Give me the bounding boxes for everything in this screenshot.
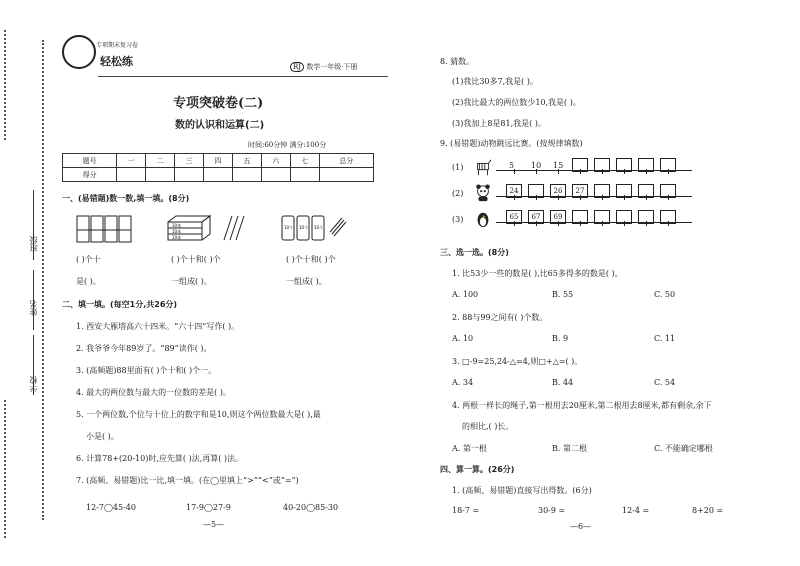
- binding-hatch: [4, 30, 6, 140]
- time-info: 时间:60分钟 满分:100分: [248, 141, 327, 149]
- option-a[interactable]: A. 第一根: [452, 444, 487, 453]
- blank-3a[interactable]: ( )个十和( )个: [286, 255, 336, 264]
- answer-box[interactable]: [594, 184, 610, 198]
- class-label: 班级: [29, 236, 38, 252]
- option-c[interactable]: C. 11: [654, 334, 676, 343]
- question[interactable]: 3. (高频题)88里面有( )个十和( )个一。: [76, 366, 217, 375]
- question[interactable]: 3. □-9=25,24-△=4,则□+△=( )。: [452, 357, 583, 366]
- question[interactable]: 4. 两根一样长的绳子,第一根用去20厘米,第二根用去8厘米,都有剩余,余下: [452, 401, 712, 410]
- blank-2a[interactable]: ( )个十和( )个: [171, 255, 221, 264]
- binding-margin: [0, 0, 50, 566]
- answer-box[interactable]: [572, 210, 588, 224]
- question[interactable]: 2. 我爷爷今年89岁了。“89”读作( )。: [76, 344, 212, 353]
- question[interactable]: 5. 一个两位数,个位与十位上的数字和是10,则这个两位数最大是( ),最: [76, 410, 321, 419]
- question-cont[interactable]: 小是( )。: [86, 432, 119, 441]
- question-cont[interactable]: 的相比,( )长。: [462, 422, 514, 431]
- calc[interactable]: 12-4 =: [622, 506, 650, 515]
- cards-icon: [280, 212, 350, 244]
- score-table: 题号 一 二 三 四 五 六 七 总分 得分: [62, 153, 374, 182]
- logo-text: 轻松练: [100, 55, 133, 68]
- left-page: [58, 0, 393, 566]
- answer-box[interactable]: [528, 184, 544, 198]
- zebra-icon: [474, 158, 492, 176]
- answer-box[interactable]: [660, 184, 676, 198]
- svg-text:10本: 10本: [172, 235, 182, 240]
- option-c[interactable]: C. 50: [654, 290, 676, 299]
- svg-text:10本: 10本: [172, 229, 182, 234]
- answer-box[interactable]: [616, 184, 632, 198]
- question[interactable]: 1. 比53少一些的数是( ),比65多得多的数是( )。: [452, 269, 623, 278]
- school-label: 学校: [29, 376, 38, 392]
- page-title: 专项突破卷(二): [173, 96, 264, 111]
- svg-text:10个: 10个: [299, 225, 309, 230]
- option-a[interactable]: A. 100: [452, 290, 479, 299]
- question[interactable]: 1. 西安大雁塔高六十四米。“六十四”写作( )。: [76, 322, 240, 331]
- number-line-value-box: 69: [550, 210, 566, 224]
- number-line-value-box: 27: [572, 184, 588, 198]
- answer-box[interactable]: [638, 158, 654, 172]
- number-line-tick: [514, 169, 515, 174]
- blank-1b[interactable]: 是( )。: [76, 277, 101, 286]
- right-page: 8. 猜数。 (1)我比30多7,我是( )。 (2)我比最大的两位数少10,我是( )。 (3)我加上8是81,我是( )。 9. (易错题)动物跳远比赛。(按规律填数) (1) (2) (3) 三、选一选。(8分) 1. 比53少一些的数是( ),比65多得多的数是( )。 A. 100 B. 55 C. 50 2. 88与99之间有( )个数。 A. 10 B. 9 C. 11 3. □-9=25,24-△=4,则□+△=( )。 A. 34 B. 44 C. 54 4. 两根一样长的绳子,第一根用去20厘米,第二根用去8厘米,都有剩余,余下 的相比,( )长。 A. 第一根 B. 第二根 C. 不能确定哪根 四、算一算。(26分) 1. (高频、易错题)直接写出得数。(6分) 18-7 = 30-9 = 12-4 = 8+20 = —6— 5 10 15 24 26 27 65 67 69: [440, 57, 724, 531]
- option-b[interactable]: B. 9: [552, 334, 569, 343]
- question[interactable]: 6. 计算78+(20-10)时,应先算( )法,再算( )法。: [76, 454, 244, 463]
- page-number-right: —6—: [570, 522, 592, 531]
- page-number-left: —5—: [203, 520, 225, 529]
- svg-text:10本: 10本: [172, 223, 182, 228]
- page-subtitle: 数的认识和运算(二): [175, 120, 265, 131]
- number-line-value: 10: [531, 161, 542, 170]
- option-a[interactable]: A. 10: [452, 334, 474, 343]
- badge: RJ: [290, 62, 304, 72]
- calc[interactable]: 18-7 =: [452, 506, 480, 515]
- blank-3b[interactable]: 一组成( )。: [286, 277, 327, 286]
- answer-box[interactable]: [660, 210, 676, 224]
- binding-hatch: [4, 400, 6, 540]
- number-line-value-box: 24: [506, 184, 522, 198]
- q8-title: 8. 猜数。: [440, 57, 475, 66]
- number-line-value-box: 26: [550, 184, 566, 198]
- svg-text:10个: 10个: [284, 225, 294, 230]
- number-line-value: 5: [509, 161, 515, 170]
- svg-text:10个: 10个: [314, 225, 324, 230]
- option-b[interactable]: B. 55: [552, 290, 574, 299]
- blank-1a[interactable]: ( )个十: [76, 255, 101, 264]
- option-b[interactable]: B. 第二根: [552, 444, 587, 453]
- number-line-value-box: 67: [528, 210, 544, 224]
- stick-bundles-icon: [76, 212, 136, 244]
- compare-3[interactable]: 40-20◯85-30: [283, 503, 339, 512]
- section-2-title: 二、填一填。(每空1分,共26分): [62, 300, 178, 309]
- question[interactable]: 4. 最大的两位数与最大的一位数的差是( )。: [76, 388, 231, 397]
- logo-icon: [62, 35, 96, 69]
- q9-title: 9. (易错题)动物跳远比赛。(按规律填数): [440, 139, 583, 148]
- answer-box[interactable]: [594, 210, 610, 224]
- panda-icon: [474, 184, 492, 202]
- option-b[interactable]: B. 44: [552, 378, 574, 387]
- answer-box[interactable]: [616, 158, 632, 172]
- q8-item[interactable]: (2)我比最大的两位数少10,我是( )。: [452, 98, 581, 107]
- compare-2[interactable]: 17-9◯27-9: [186, 503, 231, 512]
- logo-subtitle: 专项期末复习卷: [96, 42, 139, 49]
- section-3-title: 三、选一选。(8分): [440, 248, 509, 257]
- section-4-sub: 1. (高频、易错题)直接写出得数。(6分): [452, 486, 592, 495]
- answer-box[interactable]: [572, 158, 588, 172]
- q8-item[interactable]: (3)我加上8是81,我是( )。: [452, 119, 546, 128]
- section-1-title: 一、(易错题)数一数,填一填。(8分): [62, 194, 190, 203]
- answer-box[interactable]: [638, 184, 654, 198]
- answer-box[interactable]: [616, 210, 632, 224]
- blank-2b[interactable]: 一组成( )。: [171, 277, 212, 286]
- answer-box[interactable]: [594, 158, 610, 172]
- option-c[interactable]: C. 54: [654, 378, 676, 387]
- compare-1[interactable]: 12-7◯45-40: [86, 503, 136, 512]
- question[interactable]: 2. 88与99之间有( )个数。: [452, 313, 548, 322]
- calc[interactable]: 8+20 =: [692, 506, 724, 515]
- section-4-title: 四、算一算。(26分): [440, 465, 515, 474]
- subject-label: 数学一年级·下册: [306, 63, 358, 71]
- option-a[interactable]: A. 34: [452, 378, 474, 387]
- number-line-value-box: 65: [506, 210, 522, 224]
- tear-line: [42, 40, 44, 520]
- book-stack-icon: [166, 214, 216, 244]
- penguin-icon: [474, 210, 492, 228]
- number-line-value: 15: [553, 161, 564, 170]
- question: 7. (高频、易错题)比一比,填一填。(在◯里填上“>”“<”或“=”): [76, 476, 299, 485]
- answer-box[interactable]: [638, 210, 654, 224]
- calc[interactable]: 30-9 =: [538, 506, 566, 515]
- name-label: 姓名: [29, 300, 38, 316]
- option-c[interactable]: C. 不能确定哪根: [654, 444, 713, 453]
- answer-box[interactable]: [660, 158, 676, 172]
- q8-item[interactable]: (1)我比30多7,我是( )。: [452, 77, 538, 86]
- pencils-icon: [220, 212, 250, 242]
